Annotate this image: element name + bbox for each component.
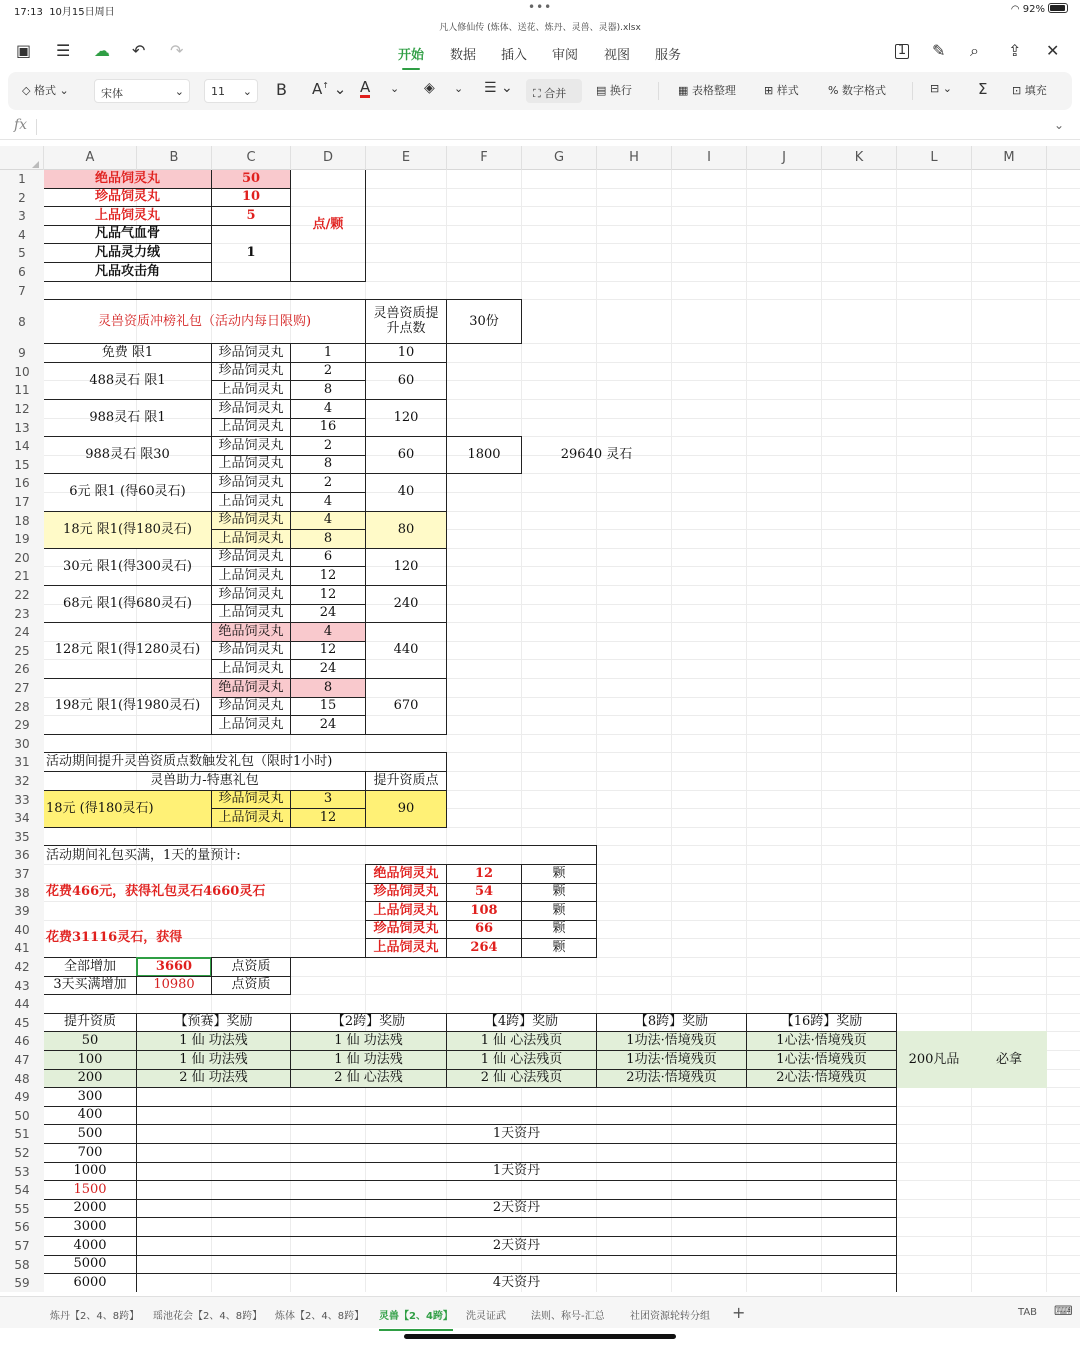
style-button[interactable]: ⊞ 样式 bbox=[764, 84, 799, 97]
row-header[interactable]: 53 bbox=[14, 1164, 30, 1179]
row-header[interactable]: 15 bbox=[14, 457, 30, 472]
cell-d20[interactable]: 6 bbox=[290, 548, 366, 568]
row-header[interactable]: 20 bbox=[14, 550, 30, 565]
row-header[interactable]: 36 bbox=[14, 848, 30, 863]
column-header[interactable]: K bbox=[822, 146, 897, 170]
font-size-button[interactable]: A↑ ⌄ bbox=[312, 80, 347, 98]
row-header[interactable]: 19 bbox=[14, 532, 30, 547]
cell-d29[interactable]: 24 bbox=[290, 715, 366, 735]
cell-b20[interactable]: 珍品饲灵丸 bbox=[211, 548, 291, 568]
column-header[interactable]: L bbox=[897, 146, 972, 170]
row-header[interactable]: 46 bbox=[14, 1034, 30, 1049]
sheet-tab-bar bbox=[0, 1296, 1080, 1328]
cell-b10[interactable]: 珍品饲灵丸 bbox=[211, 362, 291, 382]
redo-icon[interactable]: ↷ bbox=[170, 41, 184, 60]
cell-e27[interactable]: 670 bbox=[365, 678, 447, 735]
cell-b57[interactable]: 2天资丹 bbox=[136, 1236, 897, 1256]
column-header[interactable]: M bbox=[972, 146, 1047, 170]
sheet-tab[interactable]: 社团资源轮转分组 bbox=[630, 1311, 710, 1322]
chevron-down-icon[interactable]: ⌄ bbox=[1053, 118, 1064, 132]
cell-b52[interactable] bbox=[136, 1143, 897, 1163]
column-header[interactable]: F bbox=[447, 146, 522, 170]
cell-h48[interactable]: 2功法·悟境残页 bbox=[596, 1069, 747, 1089]
cell-g14[interactable]: 29640 灵石 bbox=[560, 447, 633, 463]
cell-b29[interactable]: 上品饲灵丸 bbox=[211, 715, 291, 735]
cell-c3[interactable]: 5 bbox=[211, 206, 291, 226]
cell-f48[interactable]: 2 仙 心法残页 bbox=[446, 1069, 597, 1089]
cell-b25[interactable]: 珍品饲灵丸 bbox=[211, 641, 291, 661]
column-header[interactable]: A bbox=[44, 146, 137, 170]
page-count-icon[interactable]: 1 bbox=[895, 44, 909, 59]
row-header-bar bbox=[0, 170, 44, 1292]
cell-a12[interactable]: 988灵石 限1 bbox=[44, 399, 212, 437]
cell-a36[interactable]: 活动期间礼包买满，1天的量预计: bbox=[44, 845, 597, 865]
cell-a55[interactable]: 2000 bbox=[44, 1199, 137, 1219]
cell-a24[interactable]: 128元 限1(得1280灵石) bbox=[44, 622, 212, 679]
row-header[interactable]: 43 bbox=[14, 978, 30, 993]
cell-d11[interactable]: 8 bbox=[290, 380, 366, 400]
font-color-button[interactable]: A bbox=[360, 78, 371, 96]
column-header[interactable]: D bbox=[291, 146, 366, 170]
cell-a10[interactable]: 488灵石 限1 bbox=[44, 362, 212, 400]
row-header[interactable]: 39 bbox=[14, 904, 30, 919]
fill-color-dropdown[interactable]: ⌄ bbox=[454, 82, 464, 95]
cell-d1[interactable]: 点/颗 bbox=[290, 170, 366, 282]
row-header[interactable]: 16 bbox=[14, 476, 30, 491]
column-header[interactable]: J bbox=[747, 146, 822, 170]
cell-b11[interactable]: 上品饲灵丸 bbox=[211, 380, 291, 400]
sheet-tab-active[interactable]: 灵兽【2、4跨】 bbox=[379, 1307, 453, 1322]
row-header[interactable]: 21 bbox=[14, 569, 30, 584]
wrap-button[interactable]: ▤ 换行 bbox=[596, 84, 632, 97]
row-header[interactable]: 34 bbox=[14, 811, 30, 826]
row-header[interactable]: 31 bbox=[14, 755, 30, 770]
row-header[interactable]: 11 bbox=[14, 383, 30, 398]
cell-a54[interactable]: 1500 bbox=[44, 1180, 137, 1200]
cell-a33[interactable]: 18元 (得180灵石) bbox=[44, 790, 212, 828]
cell-h47[interactable]: 1功法·悟境残页 bbox=[596, 1050, 747, 1070]
cell-g41[interactable]: 颗 bbox=[521, 938, 597, 958]
tab-service[interactable]: 服务 bbox=[655, 48, 682, 63]
cell-a2[interactable]: 珍品饲灵丸 bbox=[44, 188, 212, 208]
tab-key[interactable]: TAB bbox=[1018, 1307, 1038, 1318]
row-header[interactable]: 18 bbox=[14, 513, 30, 528]
font-select[interactable]: 宋体 ⌄ bbox=[94, 79, 190, 103]
cell-b18[interactable]: 珍品饲灵丸 bbox=[211, 511, 291, 531]
cell-b48[interactable]: 2 仙 功法残 bbox=[136, 1069, 291, 1089]
cell-c43[interactable]: 点资质 bbox=[211, 976, 291, 996]
row-header[interactable]: 6 bbox=[18, 265, 26, 279]
column-header[interactable]: I bbox=[672, 146, 747, 170]
cell-f46[interactable]: 1 仙 心法残页 bbox=[446, 1031, 597, 1051]
cell-e24[interactable]: 440 bbox=[365, 622, 447, 679]
conditional-format-icon[interactable]: ⊟ ⌄ bbox=[930, 82, 952, 95]
cell-e20[interactable]: 120 bbox=[365, 548, 447, 586]
cell-c4[interactable]: 1 bbox=[211, 225, 291, 282]
cell-c1[interactable]: 50 bbox=[211, 170, 291, 189]
row-header[interactable]: 37 bbox=[14, 867, 30, 881]
cloud-sync-icon[interactable]: ☁ bbox=[94, 41, 110, 60]
row-header[interactable]: 50 bbox=[14, 1108, 30, 1123]
cell-b53[interactable]: 1天资丹 bbox=[136, 1162, 897, 1182]
cell-h46[interactable]: 1功法·悟境残页 bbox=[596, 1031, 747, 1051]
row-header[interactable]: 29 bbox=[14, 718, 30, 733]
row-header[interactable]: 45 bbox=[14, 1015, 30, 1030]
cell-a6[interactable]: 凡品攻击角 bbox=[44, 262, 212, 282]
column-header[interactable]: H bbox=[597, 146, 672, 170]
cell-j45[interactable]: 【16跨】奖励 bbox=[746, 1013, 897, 1033]
row-header[interactable]: 56 bbox=[14, 1220, 30, 1235]
cell-b34[interactable]: 上品饲灵丸 bbox=[211, 808, 291, 828]
row-header[interactable]: 26 bbox=[14, 662, 30, 677]
row-header[interactable]: 2 bbox=[18, 190, 26, 205]
cell-j46[interactable]: 1心法·悟境残页 bbox=[746, 1031, 897, 1051]
multitask-dots[interactable]: ••• bbox=[528, 0, 553, 14]
divider bbox=[658, 82, 659, 100]
cell-d24[interactable]: 4 bbox=[290, 622, 366, 642]
cell-a56[interactable]: 3000 bbox=[44, 1217, 137, 1237]
cell-b58[interactable] bbox=[136, 1255, 897, 1275]
row-header[interactable]: 40 bbox=[14, 922, 30, 937]
cell-a52[interactable]: 700 bbox=[44, 1143, 137, 1163]
cell-a58[interactable]: 5000 bbox=[44, 1255, 137, 1275]
cell-a40[interactable]: 花费31116灵石，获得 bbox=[44, 920, 366, 958]
fill-color-icon[interactable]: ◈ bbox=[424, 80, 435, 96]
cell-d48[interactable]: 2 仙 心法残 bbox=[290, 1069, 447, 1089]
cell-b33[interactable]: 珍品饲灵丸 bbox=[211, 790, 291, 810]
row-header[interactable]: 59 bbox=[14, 1276, 30, 1291]
tab-review[interactable]: 审阅 bbox=[552, 48, 579, 63]
cell-f14[interactable]: 1800 bbox=[446, 436, 522, 474]
cell-b23[interactable]: 上品饲灵丸 bbox=[211, 604, 291, 624]
cell-d17[interactable]: 4 bbox=[290, 492, 366, 512]
row-header[interactable]: 3 bbox=[18, 209, 26, 224]
cell-m46[interactable]: 必拿 bbox=[971, 1031, 1047, 1088]
cell-d18[interactable]: 4 bbox=[290, 511, 366, 531]
row-header[interactable]: 5 bbox=[18, 246, 26, 261]
share-icon[interactable]: ⇪ bbox=[1008, 41, 1022, 60]
cell-f45[interactable]: 【4跨】奖励 bbox=[446, 1013, 597, 1033]
cell-b42[interactable]: 3660 bbox=[136, 957, 212, 977]
cell-e22[interactable]: 240 bbox=[365, 585, 447, 623]
menu-bar bbox=[0, 36, 1080, 68]
cell-d10[interactable]: 2 bbox=[290, 362, 366, 382]
cell-g39[interactable]: 颗 bbox=[521, 901, 597, 921]
cell-g37[interactable]: 颗 bbox=[521, 864, 597, 884]
cell-e10[interactable]: 60 bbox=[365, 362, 447, 400]
column-header-bar bbox=[0, 146, 1080, 170]
cell-d25[interactable]: 12 bbox=[290, 641, 366, 661]
cell-b43[interactable]: 10980 bbox=[136, 976, 212, 996]
row-header[interactable]: 4 bbox=[18, 227, 26, 242]
row-header[interactable]: 22 bbox=[14, 588, 30, 602]
cell-d14[interactable]: 2 bbox=[290, 436, 366, 456]
cell-d12[interactable]: 4 bbox=[290, 399, 366, 419]
cell-e39[interactable]: 上品饲灵丸 bbox=[365, 901, 447, 921]
cell-b17[interactable]: 上品饲灵丸 bbox=[211, 492, 291, 512]
cell-a8[interactable]: 灵兽资质冲榜礼包（活动内每日限购) bbox=[44, 299, 366, 344]
cell-b55[interactable]: 2天资丹 bbox=[136, 1199, 897, 1219]
add-sheet-button[interactable]: + bbox=[732, 1303, 746, 1322]
cell-a27[interactable]: 198元 限1(得1980灵石) bbox=[44, 678, 212, 735]
tab-data[interactable]: 数据 bbox=[450, 48, 477, 63]
cell-e37[interactable]: 绝品饲灵丸 bbox=[365, 864, 447, 884]
cell-a14[interactable]: 988灵石 限30 bbox=[44, 436, 212, 474]
sheet-tab[interactable]: 炼体【2、4、8跨】 bbox=[275, 1311, 365, 1322]
cell-f41[interactable]: 264 bbox=[446, 938, 522, 958]
sheet-tab[interactable]: 法则、称号-汇总 bbox=[531, 1311, 605, 1322]
number-format-button[interactable]: % 数字格式 bbox=[828, 84, 886, 97]
sum-icon[interactable]: Σ bbox=[978, 80, 988, 98]
row-header[interactable]: 51 bbox=[14, 1127, 30, 1142]
cell-b24[interactable]: 绝品饲灵丸 bbox=[211, 622, 291, 642]
cell-b49[interactable] bbox=[136, 1087, 897, 1107]
bold-button[interactable]: B bbox=[276, 80, 287, 99]
column-header[interactable]: C bbox=[212, 146, 291, 170]
row-header[interactable]: 27 bbox=[14, 681, 30, 695]
cell-d28[interactable]: 15 bbox=[290, 697, 366, 717]
format-button[interactable]: ◇ 格式 ⌄ bbox=[22, 84, 69, 97]
column-header[interactable]: E bbox=[366, 146, 447, 170]
row-header[interactable]: 38 bbox=[14, 885, 30, 900]
sheet-tab[interactable]: 瑶池花会【2、4、8跨】 bbox=[153, 1311, 263, 1322]
cell-b15[interactable]: 上品饲灵丸 bbox=[211, 455, 291, 475]
cell-b59[interactable]: 4天资丹 bbox=[136, 1273, 897, 1292]
cell-d45[interactable]: 【2跨】奖励 bbox=[290, 1013, 447, 1033]
cell-a4[interactable]: 凡品气血骨 bbox=[44, 225, 212, 245]
row-header[interactable]: 58 bbox=[14, 1257, 30, 1272]
cell-f39[interactable]: 108 bbox=[446, 901, 522, 921]
row-header[interactable]: 41 bbox=[14, 941, 30, 956]
cell-g40[interactable]: 颗 bbox=[521, 920, 597, 940]
tab-view[interactable]: 视图 bbox=[604, 48, 631, 63]
cell-l46[interactable]: 200凡品 bbox=[896, 1031, 972, 1088]
row-header[interactable]: 32 bbox=[14, 774, 30, 788]
cell-a1[interactable]: 绝品饲灵丸 bbox=[44, 170, 212, 189]
fx-icon: fx bbox=[14, 117, 28, 133]
merge-button[interactable]: ⛶ 合并 bbox=[526, 79, 582, 103]
close-icon[interactable]: ✕ bbox=[1046, 41, 1060, 60]
cell-f38[interactable]: 54 bbox=[446, 883, 522, 903]
status-right: ◠ 92% bbox=[1011, 3, 1068, 15]
divider bbox=[912, 82, 913, 100]
home-indicator bbox=[404, 1334, 676, 1339]
cell-b12[interactable]: 珍品饲灵丸 bbox=[211, 399, 291, 419]
cell-a32[interactable]: 灵兽助力-特惠礼包 bbox=[44, 771, 366, 791]
cell-e18[interactable]: 80 bbox=[365, 511, 447, 549]
battery-icon bbox=[1048, 3, 1068, 13]
sidebar-toggle-icon[interactable]: ▣ bbox=[16, 41, 32, 60]
status-time: 17:13 10月15日周日 bbox=[14, 7, 115, 18]
row-header[interactable]: 54 bbox=[14, 1183, 30, 1198]
cell-h45[interactable]: 【8跨】奖励 bbox=[596, 1013, 747, 1033]
cell-d27[interactable]: 8 bbox=[290, 678, 366, 698]
cell-f8[interactable]: 30份 bbox=[446, 299, 522, 344]
keyboard-icon[interactable]: ⌨ bbox=[1054, 1304, 1073, 1319]
cell-e40[interactable]: 珍品饲灵丸 bbox=[365, 920, 447, 940]
cell-f40[interactable]: 66 bbox=[446, 920, 522, 940]
cell-b54[interactable] bbox=[136, 1180, 897, 1200]
cell-b21[interactable]: 上品饲灵丸 bbox=[211, 566, 291, 586]
cell-e14[interactable]: 60 bbox=[365, 436, 447, 474]
row-header[interactable]: 52 bbox=[14, 1146, 30, 1160]
table-tidy-button[interactable]: ▦ 表格整理 bbox=[678, 84, 736, 97]
cell-a3[interactable]: 上品饲灵丸 bbox=[44, 206, 212, 226]
row-header[interactable]: 49 bbox=[14, 1090, 30, 1105]
cell-a43[interactable]: 3天买满增加 bbox=[44, 976, 137, 996]
column-header[interactable]: G bbox=[522, 146, 597, 170]
cell-e38[interactable]: 珍品饲灵丸 bbox=[365, 883, 447, 903]
cell-j47[interactable]: 1心法·悟境残页 bbox=[746, 1050, 897, 1070]
row-header[interactable]: 57 bbox=[14, 1239, 30, 1253]
cell-b28[interactable]: 珍品饲灵丸 bbox=[211, 697, 291, 717]
cell-a45[interactable]: 提升资质 bbox=[44, 1013, 137, 1033]
toolbar bbox=[8, 72, 1072, 110]
cell-a31[interactable]: 活动期间提升灵兽资质点数触发礼包（限时1小时) bbox=[44, 752, 447, 772]
cell-e32[interactable]: 提升资质点 bbox=[365, 771, 447, 791]
cell-b14[interactable]: 珍品饲灵丸 bbox=[211, 436, 291, 456]
cell-b47[interactable]: 1 仙 功法残 bbox=[136, 1050, 291, 1070]
align-icon[interactable]: ☰ ⌄ bbox=[484, 80, 513, 96]
cell-d34[interactable]: 12 bbox=[290, 808, 366, 828]
cell-g38[interactable]: 颗 bbox=[521, 883, 597, 903]
cell-b56[interactable] bbox=[136, 1217, 897, 1237]
cell-e12[interactable]: 120 bbox=[365, 399, 447, 437]
row-header[interactable]: 33 bbox=[14, 792, 30, 807]
wifi-icon: ◠ bbox=[1010, 4, 1020, 15]
row-header[interactable]: 9 bbox=[18, 346, 26, 361]
cell-c2[interactable]: 10 bbox=[211, 188, 291, 208]
cell-e41[interactable]: 上品饲灵丸 bbox=[365, 938, 447, 958]
file-name: 凡人修仙传 (炼体、送花、炼丹、灵兽、灵器).xlsx bbox=[439, 23, 641, 33]
cell-d23[interactable]: 24 bbox=[290, 604, 366, 624]
row-header[interactable]: 12 bbox=[14, 402, 30, 416]
row-header[interactable]: 42 bbox=[14, 960, 30, 974]
cell-a22[interactable]: 68元 限1(得680灵石) bbox=[44, 585, 212, 623]
cell-d26[interactable]: 24 bbox=[290, 659, 366, 679]
cell-a18[interactable]: 18元 限1(得180灵石) bbox=[44, 511, 212, 549]
cell-d22[interactable]: 12 bbox=[290, 585, 366, 605]
row-header[interactable]: 23 bbox=[14, 606, 30, 621]
cell-d46[interactable]: 1 仙 功法残 bbox=[290, 1031, 447, 1051]
cell-e16[interactable]: 40 bbox=[365, 473, 447, 511]
cell-a38[interactable]: 花费466元，获得礼包灵石4660灵石 bbox=[44, 864, 366, 921]
cell-d9[interactable]: 1 bbox=[290, 343, 366, 363]
cell-a59[interactable]: 6000 bbox=[44, 1273, 137, 1292]
row-header[interactable]: 24 bbox=[14, 625, 30, 640]
cell-d19[interactable]: 8 bbox=[290, 529, 366, 549]
cell-b13[interactable]: 上品饲灵丸 bbox=[211, 418, 291, 438]
cell-f37[interactable]: 12 bbox=[446, 864, 522, 884]
cell-a53[interactable]: 1000 bbox=[44, 1162, 137, 1182]
row-header[interactable]: 1 bbox=[18, 172, 26, 186]
cell-a46[interactable]: 50 bbox=[44, 1031, 137, 1051]
cell-d13[interactable]: 16 bbox=[290, 418, 366, 438]
cell-a51[interactable]: 500 bbox=[44, 1124, 137, 1144]
pen-icon[interactable]: ✎ bbox=[932, 41, 946, 60]
row-header[interactable]: 25 bbox=[14, 643, 30, 658]
cell-a16[interactable]: 6元 限1 (得60灵石) bbox=[44, 473, 212, 511]
cell-d15[interactable]: 8 bbox=[290, 455, 366, 475]
row-header[interactable]: 28 bbox=[14, 699, 30, 714]
cell-e9[interactable]: 10 bbox=[365, 343, 447, 363]
formula-bar[interactable] bbox=[0, 114, 1080, 140]
status-bar bbox=[0, 0, 1080, 20]
menu-icon[interactable]: ☰ bbox=[56, 41, 71, 60]
cell-b26[interactable]: 上品饲灵丸 bbox=[211, 659, 291, 679]
cell-b22[interactable]: 珍品饲灵丸 bbox=[211, 585, 291, 605]
cell-e8[interactable]: 灵兽资质提升点数 bbox=[365, 299, 447, 344]
cell-b9[interactable]: 珍品饲灵丸 bbox=[211, 343, 291, 363]
row-header[interactable]: 30 bbox=[14, 736, 30, 751]
cell-b45[interactable]: 【预赛】奖励 bbox=[136, 1013, 291, 1033]
sheet-tab[interactable]: 炼丹【2、4、8跨】 bbox=[50, 1311, 140, 1322]
cell-a50[interactable]: 400 bbox=[44, 1106, 137, 1126]
cell-e33[interactable]: 90 bbox=[365, 790, 447, 828]
cell-b27[interactable]: 绝品饲灵丸 bbox=[211, 678, 291, 698]
cell-c42[interactable]: 点资质 bbox=[211, 957, 291, 977]
row-header[interactable]: 48 bbox=[14, 1071, 30, 1086]
undo-icon[interactable]: ↶ bbox=[132, 41, 146, 60]
cell-a48[interactable]: 200 bbox=[44, 1069, 137, 1089]
row-header[interactable]: 13 bbox=[14, 420, 30, 435]
cell-d16[interactable]: 2 bbox=[290, 473, 366, 493]
cell-d21[interactable]: 12 bbox=[290, 566, 366, 586]
row-header[interactable]: 17 bbox=[14, 495, 30, 509]
select-all-corner[interactable] bbox=[0, 146, 44, 170]
cell-a20[interactable]: 30元 限1(得300灵石) bbox=[44, 548, 212, 586]
cell-b50[interactable] bbox=[136, 1106, 897, 1126]
row-header[interactable]: 8 bbox=[18, 315, 26, 330]
cell-a9[interactable]: 免费 限1 bbox=[44, 343, 212, 363]
sheet-grid[interactable] bbox=[44, 170, 1080, 1292]
font-size-select[interactable]: 11 ⌄ bbox=[204, 79, 258, 103]
cell-d47[interactable]: 1 仙 功法残 bbox=[290, 1050, 447, 1070]
row-header[interactable]: 7 bbox=[18, 283, 26, 298]
tab-insert[interactable]: 插入 bbox=[501, 48, 528, 63]
row-header[interactable]: 35 bbox=[14, 829, 30, 844]
cell-a57[interactable]: 4000 bbox=[44, 1236, 137, 1256]
sheet-tab[interactable]: 洗灵证武 bbox=[466, 1311, 506, 1322]
cell-b46[interactable]: 1 仙 功法残 bbox=[136, 1031, 291, 1051]
cell-b51[interactable]: 1天资丹 bbox=[136, 1124, 897, 1144]
cell-b16[interactable]: 珍品饲灵丸 bbox=[211, 473, 291, 493]
cell-a5[interactable]: 凡品灵力绒 bbox=[44, 243, 212, 263]
row-header[interactable]: 47 bbox=[14, 1053, 30, 1067]
cell-a47[interactable]: 100 bbox=[44, 1050, 137, 1070]
row-header[interactable]: 10 bbox=[14, 364, 30, 379]
row-header[interactable]: 44 bbox=[14, 997, 30, 1012]
column-header[interactable]: B bbox=[137, 146, 212, 170]
cell-d33[interactable]: 3 bbox=[290, 790, 366, 810]
cell-j48[interactable]: 2心法·悟境残页 bbox=[746, 1069, 897, 1089]
cell-b19[interactable]: 上品饲灵丸 bbox=[211, 529, 291, 549]
divider bbox=[36, 119, 37, 135]
search-icon[interactable]: ⌕ bbox=[970, 41, 979, 60]
font-color-dropdown[interactable]: ⌄ bbox=[390, 82, 400, 95]
fill-button[interactable]: ⊡ 填充 bbox=[1012, 84, 1047, 97]
row-header[interactable]: 55 bbox=[14, 1201, 30, 1216]
row-header[interactable]: 14 bbox=[14, 439, 30, 454]
tab-start[interactable]: 开始 bbox=[398, 44, 424, 63]
cell-f47[interactable]: 1 仙 心法残页 bbox=[446, 1050, 597, 1070]
cell-a49[interactable]: 300 bbox=[44, 1087, 137, 1107]
cell-a42[interactable]: 全部增加 bbox=[44, 957, 137, 977]
